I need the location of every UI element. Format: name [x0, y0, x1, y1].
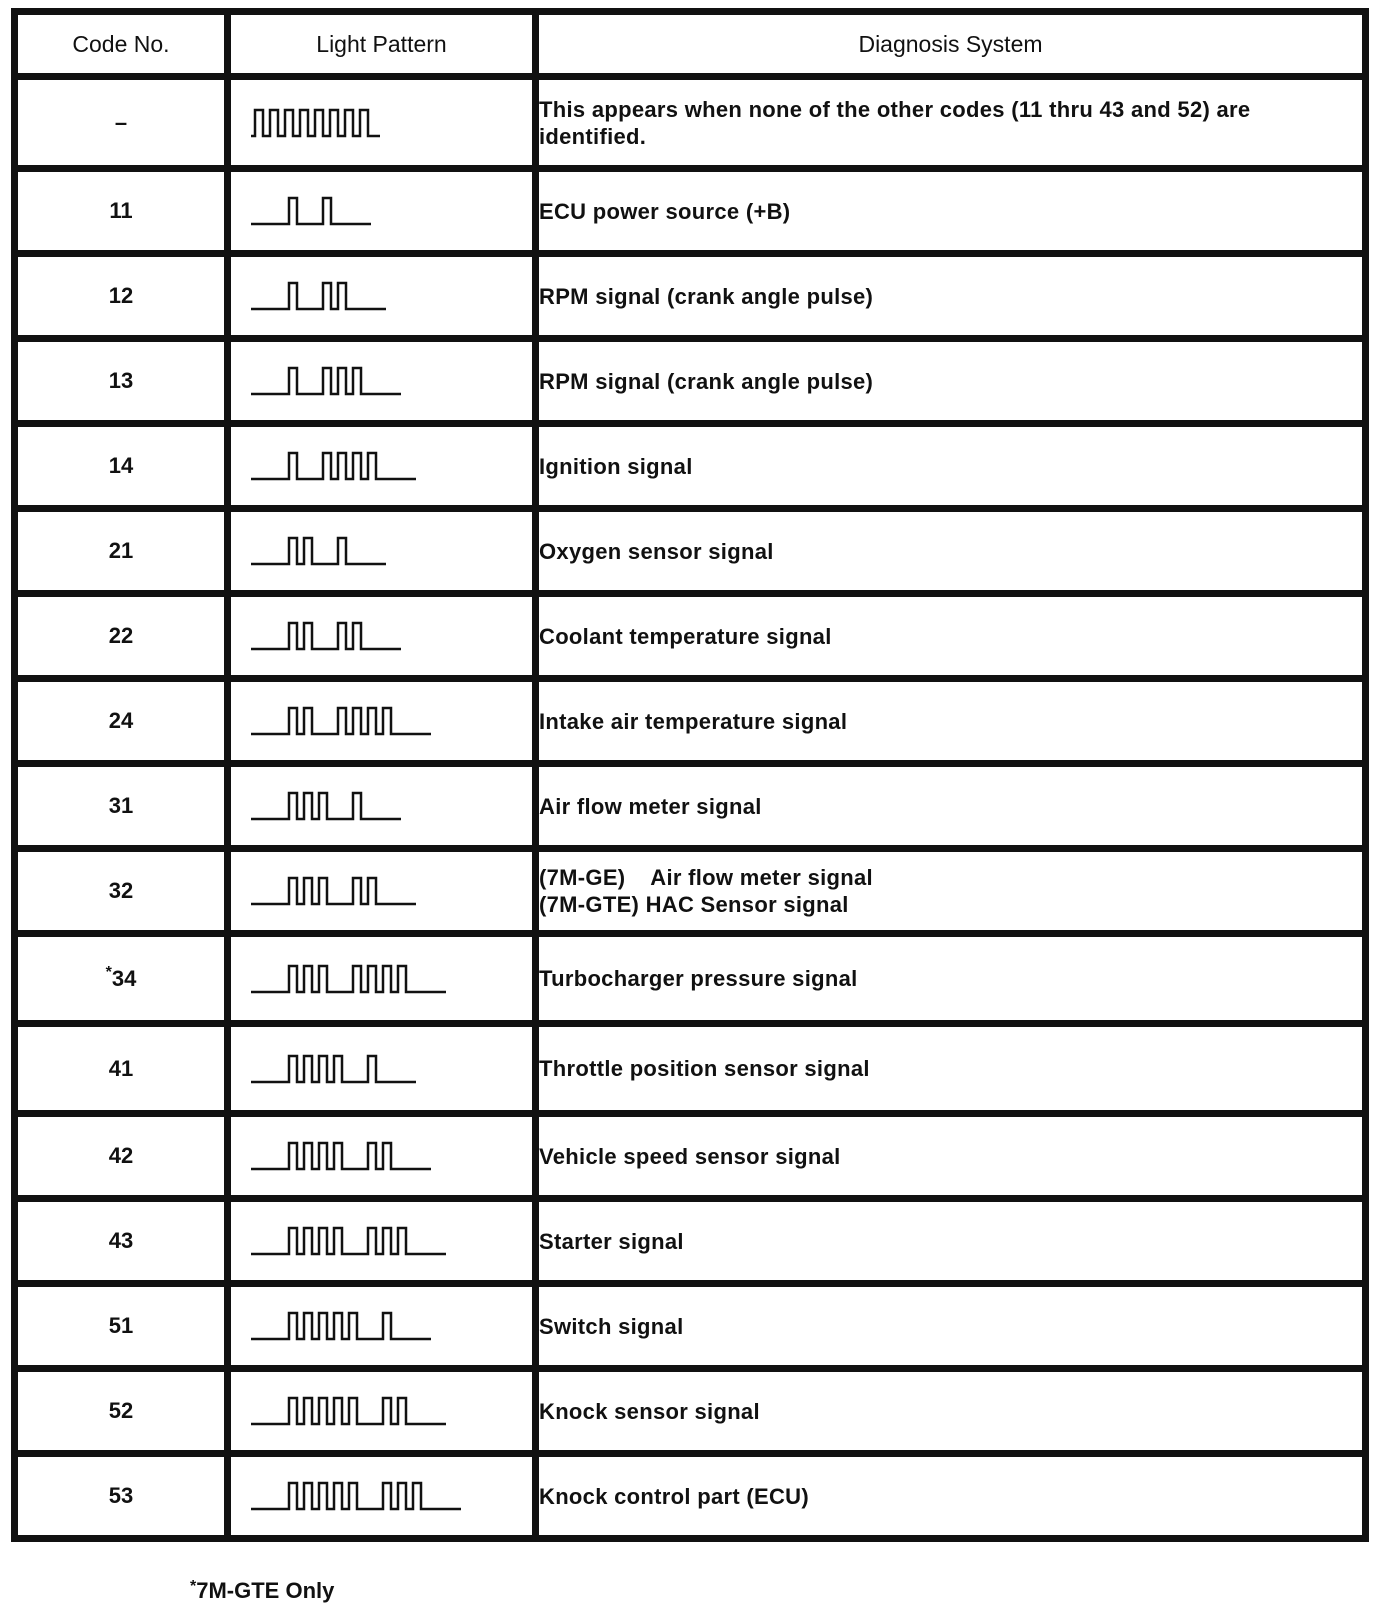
- pulse-path: [251, 110, 380, 136]
- code-number-cell: [15, 509, 228, 594]
- light-pattern-waveform: [249, 445, 420, 487]
- code-number-cell: [15, 339, 228, 424]
- diagnosis-code-table: [11, 8, 1369, 1542]
- light-pattern-cell: [228, 424, 536, 509]
- code-number: 51: [108, 1313, 134, 1338]
- asterisk-marker: *: [105, 963, 112, 981]
- light-pattern-cell: [228, 1454, 536, 1539]
- light-pattern-waveform: [249, 1305, 435, 1347]
- diagnosis-text: Vehicle speed sensor signal: [539, 1143, 841, 1169]
- diagnosis-system-cell: [536, 1199, 1366, 1284]
- pulse-path: [251, 1056, 416, 1082]
- code-number: 22: [108, 623, 134, 648]
- diagnosis-text: Starter signal: [539, 1228, 684, 1254]
- code-number-cell: [15, 424, 228, 509]
- diagnosis-system-cell: [536, 169, 1366, 254]
- diagnosis-text: Ignition signal: [539, 453, 693, 479]
- light-pattern-cell: [228, 77, 536, 169]
- table-row: [15, 1199, 1366, 1284]
- diagnosis-text: Intake air temperature signal: [539, 708, 848, 734]
- code-number: 52: [108, 1398, 134, 1423]
- diagnosis-system-cell: [536, 1284, 1366, 1369]
- pulse-path: [251, 1143, 431, 1169]
- code-number-cell: [15, 1114, 228, 1199]
- pulse-path: [251, 793, 401, 819]
- table-row: [15, 1114, 1366, 1199]
- header-light-pattern: Light Pattern: [228, 12, 536, 77]
- diagnosis-system-cell: [536, 594, 1366, 679]
- code-number-cell: [15, 1024, 228, 1114]
- diagnosis-text: Throttle position sensor signal: [539, 1056, 870, 1081]
- code-number-cell: [15, 1284, 228, 1369]
- light-pattern-cell: [228, 1369, 536, 1454]
- code-number-cell: [15, 849, 228, 934]
- code-number: 21: [108, 538, 134, 563]
- light-pattern-cell: [228, 1024, 536, 1114]
- table-row: [15, 1284, 1366, 1369]
- light-pattern-cell: [228, 169, 536, 254]
- code-number-cell: [15, 1199, 228, 1284]
- diagnosis-system-cell: [536, 509, 1366, 594]
- pulse-path: [251, 966, 446, 992]
- diagnosis-system-cell: [536, 1369, 1366, 1454]
- light-pattern-waveform: [249, 275, 390, 317]
- code-number: 24: [108, 708, 134, 733]
- code-number: 31: [108, 793, 134, 818]
- diagnosis-system-cell: [536, 934, 1366, 1024]
- code-number: 12: [108, 283, 134, 308]
- diagnosis-text: Turbocharger pressure signal: [539, 966, 858, 991]
- code-number: 32: [108, 878, 134, 903]
- table-row: [15, 849, 1366, 934]
- table-row: [15, 424, 1366, 509]
- diagnosis-text: Knock control part (ECU): [539, 1483, 809, 1509]
- light-pattern-cell: [228, 254, 536, 339]
- light-pattern-waveform: [249, 1135, 435, 1177]
- code-number: 13: [108, 368, 134, 393]
- light-pattern-waveform: [249, 102, 384, 144]
- light-pattern-cell: [228, 679, 536, 764]
- code-number: 14: [108, 453, 134, 478]
- diagnosis-system-cell: [536, 254, 1366, 339]
- light-pattern-cell: [228, 849, 536, 934]
- light-pattern-cell: [228, 509, 536, 594]
- light-pattern-waveform: [249, 1475, 465, 1517]
- pulse-path: [251, 198, 371, 224]
- code-number-cell: [15, 77, 228, 169]
- footnote-text: 7M-GTE Only: [196, 1578, 335, 1603]
- pulse-path: [251, 1398, 446, 1424]
- light-pattern-cell: [228, 339, 536, 424]
- pulse-path: [251, 538, 386, 564]
- table-row: [15, 1454, 1366, 1539]
- light-pattern-waveform: [249, 615, 405, 657]
- code-number-cell: [15, 934, 228, 1024]
- header-row: [15, 12, 1366, 77]
- code-number: 41: [108, 1055, 134, 1081]
- pulse-path: [251, 1313, 431, 1339]
- code-number-cell: [15, 1454, 228, 1539]
- diagnosis-system-cell: [536, 77, 1366, 169]
- code-number-cell: [15, 169, 228, 254]
- pulse-path: [251, 878, 416, 904]
- table-row: [15, 509, 1366, 594]
- diagnosis-system-cell: [536, 1024, 1366, 1114]
- diagnosis-text: Knock sensor signal: [539, 1398, 760, 1424]
- light-pattern-waveform: [249, 785, 405, 827]
- table-row: [15, 339, 1366, 424]
- footnote: [190, 1578, 334, 1604]
- light-pattern-waveform: [249, 1220, 450, 1262]
- diagnosis-system-cell: [536, 849, 1366, 934]
- diagnosis-text: (7M-GE) Air flow meter signal: [539, 865, 873, 890]
- code-number: 42: [108, 1143, 134, 1168]
- light-pattern-waveform: [249, 190, 375, 232]
- diagnosis-text: Air flow meter signal: [539, 793, 762, 819]
- code-number-cell: [15, 764, 228, 849]
- footnote-asterisk: *: [190, 1578, 197, 1595]
- header-diagnosis-system: Diagnosis System: [536, 12, 1366, 77]
- code-number: 11: [109, 198, 133, 223]
- table-row: [15, 594, 1366, 679]
- light-pattern-cell: [228, 1284, 536, 1369]
- pulse-path: [251, 453, 416, 479]
- pulse-path: [251, 1483, 461, 1509]
- light-pattern-waveform: [249, 530, 390, 572]
- light-pattern-cell: [228, 594, 536, 679]
- diagnosis-system-cell: [536, 339, 1366, 424]
- table-row: [15, 1369, 1366, 1454]
- header-code-no: Code No.: [15, 12, 228, 77]
- pulse-path: [251, 623, 401, 649]
- diagnosis-system-cell: [536, 424, 1366, 509]
- table-row: [15, 679, 1366, 764]
- code-number: 53: [108, 1483, 134, 1508]
- table-row: [15, 934, 1366, 1024]
- table-row: [15, 254, 1366, 339]
- pulse-path: [251, 283, 386, 309]
- diagnosis-system-cell: [536, 1454, 1366, 1539]
- light-pattern-waveform: [249, 870, 420, 912]
- diagnosis-text: Coolant temperature signal: [539, 623, 832, 649]
- diagnosis-text-line2: (7M-GTE) HAC Sensor signal: [539, 892, 849, 917]
- code-number: –: [114, 109, 128, 135]
- diagnosis-system-cell: [536, 1114, 1366, 1199]
- diagnosis-text: RPM signal (crank angle pulse): [539, 283, 874, 309]
- diagnosis-system-cell: [536, 679, 1366, 764]
- light-pattern-cell: [228, 1199, 536, 1284]
- light-pattern-cell: [228, 1114, 536, 1199]
- diagnosis-text: ECU power source (+B): [539, 198, 791, 224]
- diagnosis-text: Oxygen sensor signal: [539, 538, 774, 564]
- code-number-cell: [15, 1369, 228, 1454]
- pulse-path: [251, 368, 401, 394]
- light-pattern-cell: [228, 934, 536, 1024]
- table-row: [15, 1024, 1366, 1114]
- light-pattern-waveform: [249, 700, 435, 742]
- table-row: [15, 169, 1366, 254]
- pulse-path: [251, 708, 431, 734]
- light-pattern-waveform: [249, 958, 450, 1000]
- diagnosis-text: RPM signal (crank angle pulse): [539, 368, 874, 394]
- light-pattern-waveform: [249, 360, 405, 402]
- code-number-cell: [15, 594, 228, 679]
- pulse-path: [251, 1228, 446, 1254]
- diagnosis-text: Switch signal: [539, 1313, 684, 1339]
- code-number-cell: [15, 254, 228, 339]
- code-number: 43: [108, 1228, 134, 1253]
- code-number-cell: [15, 679, 228, 764]
- light-pattern-waveform: [249, 1390, 450, 1432]
- diagnosis-system-cell: [536, 764, 1366, 849]
- diagnosis-text: This appears when none of the other codes (11 thru 43 and 52) are identified.: [539, 96, 1257, 149]
- code-number: 34: [111, 965, 137, 991]
- light-pattern-waveform: [249, 1048, 420, 1090]
- table-row: [15, 77, 1366, 169]
- table-row: [15, 764, 1366, 849]
- light-pattern-cell: [228, 764, 536, 849]
